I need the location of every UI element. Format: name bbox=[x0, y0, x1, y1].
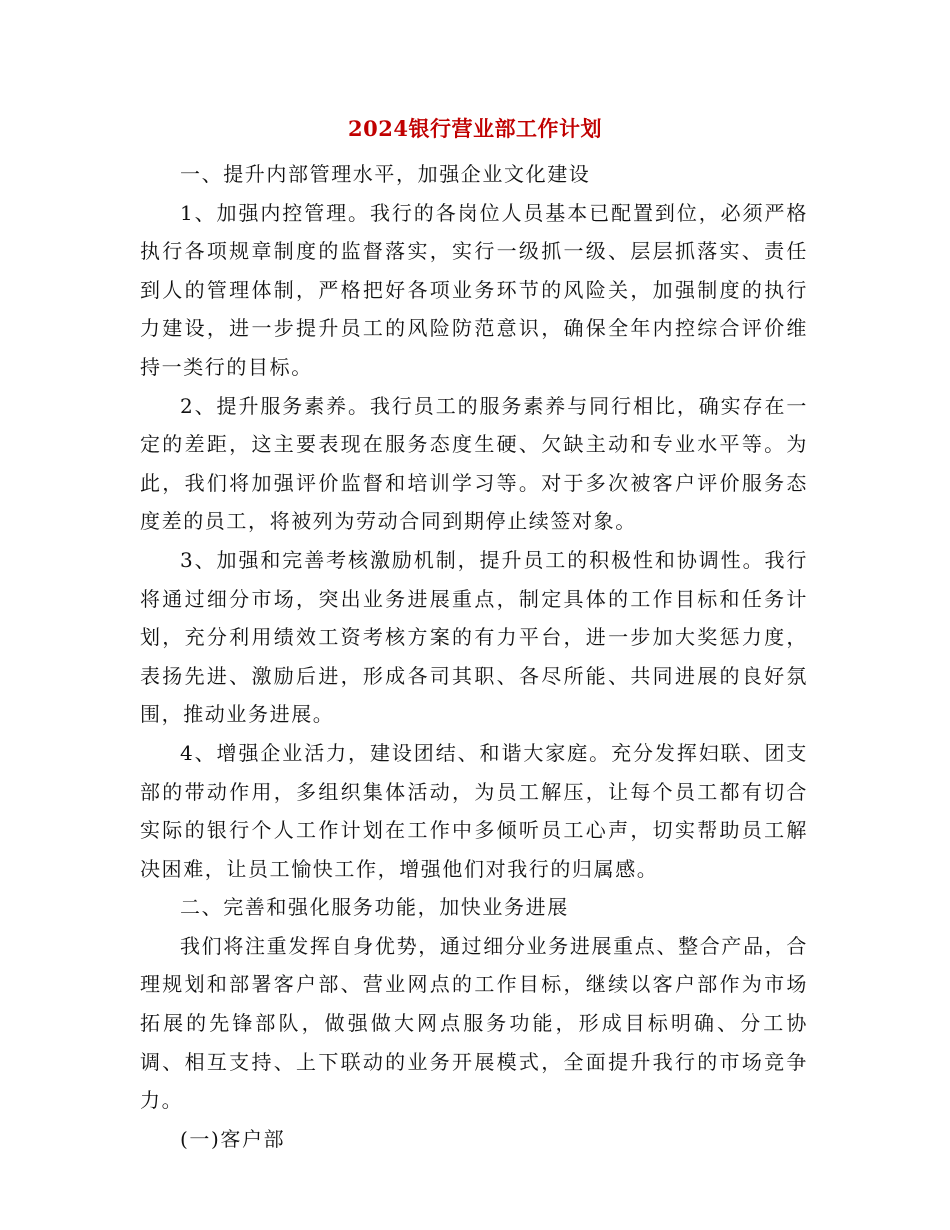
section-heading-1: 一、提升内部管理水平，加强企业文化建设 bbox=[180, 162, 591, 186]
document-body bbox=[140, 155, 808, 1158]
paragraph-service-quality: 2、提升服务素养。我行员工的服务素养与同行相比，确实存在一定的差距，这主要表现在服务态度生硬、欠缺主动和专业水平等。为此，我们将加强评价监督和培训学习等。对于多次被客户评价服务态度差的员工，将被列为劳动合同到期停止续签对象。 bbox=[140, 393, 808, 534]
document-title: 2024银行营业部工作计划 bbox=[348, 116, 602, 141]
paragraph-internal-control: 1、加强内控管理。我行的各岗位人员基本已配置到位，必须严格执行各项规章制度的监督落实，实行一级抓一级、层层抓落实、责任到人的管理体制，严格把好各项业务环节的风险关，加强制度的执行力建设，进一步提升员工的风险防范意识，确保全年内控综合评价维持一类行的目标。 bbox=[140, 200, 808, 379]
paragraph-incentive-mechanism: 3、加强和完善考核激励机制，提升员工的积极性和协调性。我行将通过细分市场，突出业务进展重点，制定具体的工作目标和任务计划，充分利用绩效工资考核方案的有力平台，进一步加大奖惩力度，表扬先进、激励后进，形成各司其职、各尽所能、共同进展的良好氛围，推动业务进展。 bbox=[140, 547, 808, 727]
subsection-heading-customer-dept: (一)客户部 bbox=[180, 1126, 286, 1151]
section-heading-2: 二、完善和强化服务功能，加快业务进展 bbox=[180, 895, 569, 920]
paragraph-corporate-vitality: 4、增强企业活力，建设团结、和谐大家庭。充分发挥妇联、团支部的带动作用，多组织集体活动，为员工解压，让每个员工都有切合实际的银行个人工作计划在工作中多倾听员工心声，切实帮助员工解决困难，让员工愉快工作，增强他们对我行的归属感。 bbox=[140, 740, 808, 881]
paragraph-service-functions: 我们将注重发挥自身优势，通过细分业务进展重点、整合产品，合理规划和部署客户部、营业网点的工作目标，继续以客户部作为市场拓展的先锋部队，做强做大网点服务功能，形成目标明确、分工协调、相互支持、上下联动的业务开展模式，全面提升我行的市场竞争力。 bbox=[140, 933, 808, 1113]
